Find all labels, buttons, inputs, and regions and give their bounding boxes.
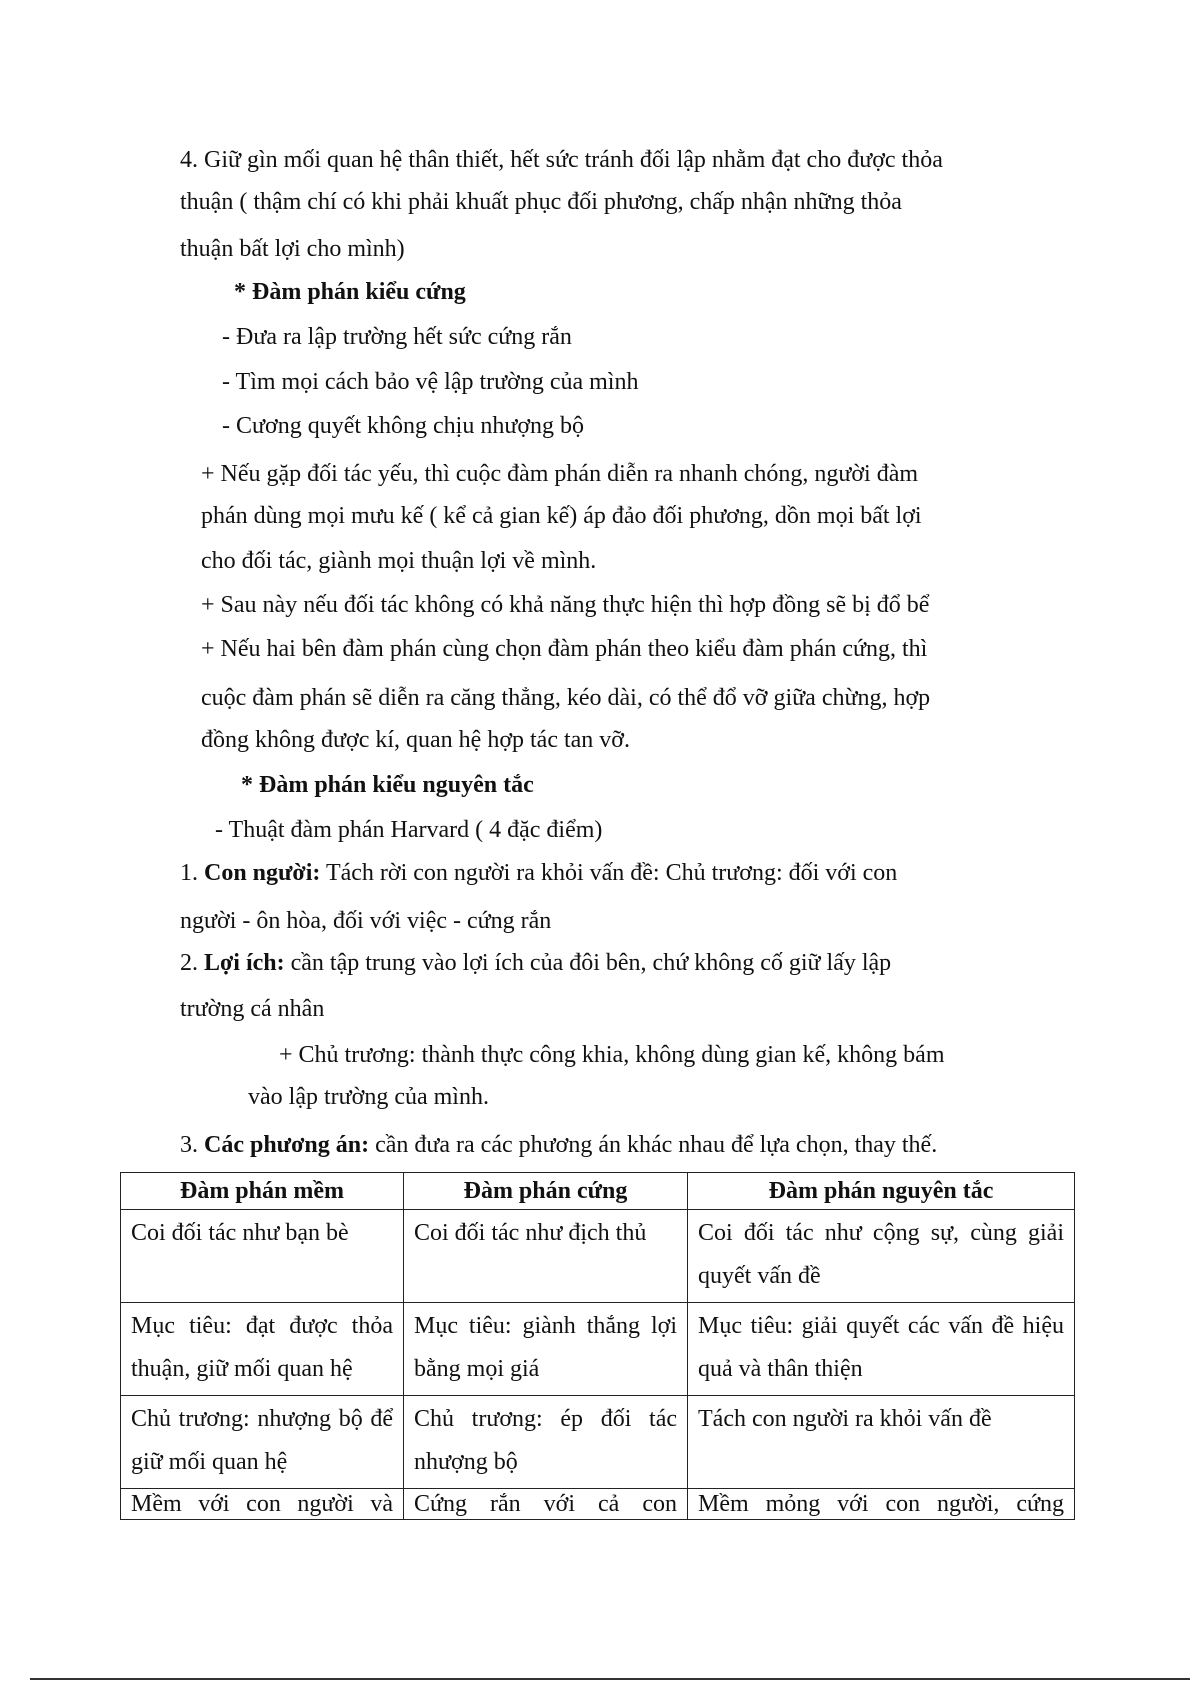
item-2-number: 2.	[180, 950, 204, 976]
hard-negotiation-heading: * Đàm phán kiểu cứng	[234, 279, 466, 305]
table-cell: Chủ trương: ép đối tác nhượng bộ	[404, 1396, 688, 1489]
table-row	[121, 1396, 1075, 1489]
header-hard: Đàm phán cứng	[404, 1173, 688, 1210]
table-row	[121, 1489, 1075, 1520]
plus-note-1-line-1: + Nếu gặp đối tác yếu, thì cuộc đàm phán diễn ra nhanh chóng, người đàm	[201, 461, 919, 487]
table-cell: Coi đối tác như bạn bè	[121, 1210, 404, 1303]
table-cell: Chủ trương: nhượng bộ để giữ mối quan hệ	[121, 1396, 404, 1489]
table-header-row	[121, 1173, 1075, 1210]
item-1-line-2: người - ôn hòa, đối với việc - cứng rắn	[180, 908, 552, 934]
item-2-sub-line-1: + Chủ trương: thành thực công khia, không dùng gian kế, không bám	[279, 1042, 945, 1068]
table-cell: Cứng rắn với cả con	[404, 1489, 688, 1520]
table-cell: Mềm với con người và	[121, 1489, 404, 1520]
principled-negotiation-heading: * Đàm phán kiểu nguyên tắc	[241, 772, 534, 798]
item-3-line-1	[180, 1130, 937, 1160]
table-cell: Tách con người ra khỏi vấn đề	[688, 1396, 1075, 1489]
plus-note-2: + Sau này nếu đối tác không có khả năng thực hiện thì hợp đồng sẽ bị đổ bể	[201, 592, 930, 618]
table-cell: Mềm mỏng với con người, cứng	[688, 1489, 1075, 1520]
table-cell: Coi đối tác như địch thủ	[404, 1210, 688, 1303]
table-cell: Mục tiêu: giành thắng lợi bằng mọi giá	[404, 1303, 688, 1396]
hard-point-2: - Tìm mọi cách bảo vệ lập trường của mình	[222, 369, 639, 395]
plus-note-3-line-2: cuộc đàm phán sẽ diễn ra căng thẳng, kéo dài, có thể đổ vỡ giữa chừng, hợp	[201, 685, 931, 711]
plus-note-1-line-2: phán dùng mọi mưu kế ( kể cả gian kế) áp đảo đối phương, dồn mọi bất lợi	[201, 503, 922, 529]
hard-point-1: - Đưa ra lập trường hết sức cứng rắn	[222, 324, 572, 350]
item-1-label: Con người:	[204, 860, 321, 886]
hard-point-3: - Cương quyết không chịu nhượng bộ	[222, 413, 585, 439]
item-2-text: cần tập trung vào lợi ích của đôi bên, chứ không cố giữ lấy lập	[284, 950, 892, 976]
paragraph-4-line-2: thuận ( thậm chí có khi phải khuất phục đối phương, chấp nhận những thỏa	[180, 189, 902, 215]
item-2-sub-line-2: vào lập trường của mình.	[248, 1084, 489, 1110]
item-2-line-1	[180, 948, 891, 978]
item-3-text: cần đưa ra các phương án khác nhau để lựa chọn, thay thế.	[369, 1132, 938, 1158]
page-bottom-rule	[30, 1678, 1190, 1680]
paragraph-4-line-1: 4. Giữ gìn mối quan hệ thân thiết, hết sức tránh đối lập nhằm đạt cho được thỏa	[180, 147, 943, 173]
plus-note-3-line-3: đồng không được kí, quan hệ hợp tác tan vỡ.	[201, 727, 630, 753]
item-1-text: Tách rời con người ra khỏi vấn đề: Chủ trương: đối với con	[320, 860, 898, 886]
table-row	[121, 1303, 1075, 1396]
item-2-label: Lợi ích:	[204, 950, 285, 976]
table-row	[121, 1210, 1075, 1303]
harvard-method: - Thuật đàm phán Harvard ( 4 đặc điểm)	[215, 817, 603, 843]
table-cell: Mục tiêu: giải quyết các vấn đề hiệu quả và thân thiện	[688, 1303, 1075, 1396]
negotiation-comparison-table	[120, 1172, 1075, 1520]
table-cell: Mục tiêu: đạt được thỏa thuận, giữ mối quan hệ	[121, 1303, 404, 1396]
paragraph-4-line-3: thuận bất lợi cho mình)	[180, 236, 405, 262]
plus-note-1-line-3: cho đối tác, giành mọi thuận lợi về mình.	[201, 548, 597, 574]
item-3-label: Các phương án:	[204, 1132, 370, 1158]
item-1-line-1	[180, 858, 897, 888]
plus-note-3-line-1: + Nếu hai bên đàm phán cùng chọn đàm phán theo kiểu đàm phán cứng, thì	[201, 636, 928, 662]
table-cell: Coi đối tác như cộng sự, cùng giải quyết vấn đề	[688, 1210, 1075, 1303]
item-1-number: 1.	[180, 860, 204, 886]
item-3-number: 3.	[180, 1132, 204, 1158]
header-soft: Đàm phán mềm	[121, 1173, 404, 1210]
item-2-line-2: trường cá nhân	[180, 996, 325, 1022]
header-principled: Đàm phán nguyên tắc	[688, 1173, 1075, 1210]
